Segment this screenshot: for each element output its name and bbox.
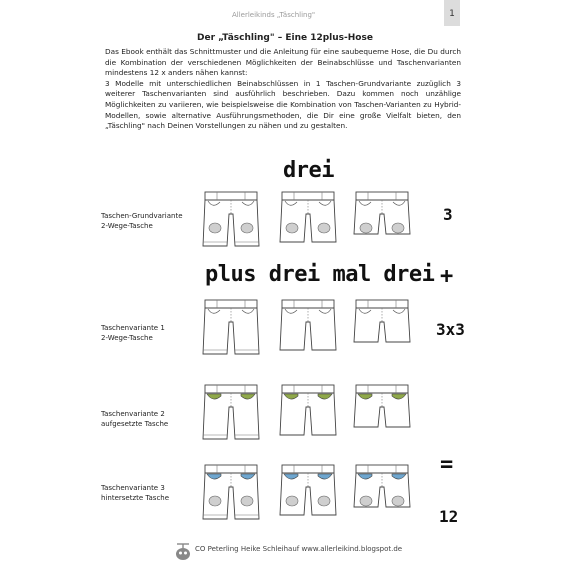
row-label-2-sub: aufgesetzte Tasche <box>101 419 169 428</box>
intro-paragraph-2: 3 Modelle mit unterschiedlichen Beinabschlüssen in 1 Taschen-Grundvariante zuzüglich 3 weiterer Taschenvarianten sind ausführlich beschrieben. Dazu kommen noch unzählige Möglichkeiten zu variieren, wie beispielsweise die Kombination von Taschen-Varianten zu Hybrid-Modellen, sowie alternative Ausführungsmethoden, die Dir eine große Vielfalt bieten, den „Täschling" nach Deinen Vorstellungen zu nähen und zu gestalten. <box>105 78 461 131</box>
pants-sketch <box>350 383 414 443</box>
document-title: Der „Täschling" – Eine 12plus-Hose <box>197 33 373 43</box>
equation-three: 3 <box>443 205 453 224</box>
pants-sketch <box>276 298 340 358</box>
header-brand: Allerleikinds „Täschling" <box>232 11 316 19</box>
row-label-2 <box>101 410 168 429</box>
intro-paragraph-1: Das Ebook enthält das Schnittmuster und die Anleitung für eine saubequeme Hose, die Du durch die Kombination der verschiedenen Möglichkeiten der Beinabschlüsse und Taschenvarianten mindestens 12 x anders nähen kannst: <box>105 47 461 78</box>
pants-sketch <box>350 190 414 250</box>
row-label-1-sub: 2-Wege-Tasche <box>101 333 153 342</box>
row-label-1 <box>101 324 165 343</box>
heading-drei: drei <box>283 158 334 183</box>
pants-sketch <box>276 463 340 523</box>
page-number-tab: 1 <box>444 0 460 26</box>
kid-logo-icon <box>172 542 194 562</box>
pants-sketch <box>350 298 414 358</box>
heading-plus-drei-mal-drei: plus drei mal drei <box>205 262 435 287</box>
intro-text <box>105 47 461 132</box>
row-label-0 <box>101 212 183 231</box>
row-label-3-sub: hintersetzte Tasche <box>101 493 170 502</box>
equation-plus: + <box>440 264 454 289</box>
row-label-0-title: Taschen-Grundvariante <box>101 212 183 220</box>
equation-twelve: 12 <box>439 507 459 526</box>
footer-credit: CO Peterling Heike Schleihauf www.allerleikind.blogspot.de <box>195 545 403 553</box>
equation-three-x-three: 3x3 <box>436 320 465 339</box>
pants-sketch <box>276 190 340 250</box>
row-label-3 <box>101 484 169 503</box>
pants-sketch <box>199 298 263 358</box>
row-label-3-title: Taschenvariante 3 <box>101 484 165 492</box>
pants-sketch <box>199 190 263 250</box>
row-label-1-title: Taschenvariante 1 <box>101 324 165 332</box>
pants-sketch <box>199 383 263 443</box>
pants-sketch <box>350 463 414 523</box>
row-label-2-title: Taschenvariante 2 <box>101 410 165 418</box>
row-label-0-sub: 2-Wege-Tasche <box>101 221 153 230</box>
pants-sketch <box>276 383 340 443</box>
pants-sketch <box>199 463 263 523</box>
equation-equals: = <box>440 452 454 477</box>
